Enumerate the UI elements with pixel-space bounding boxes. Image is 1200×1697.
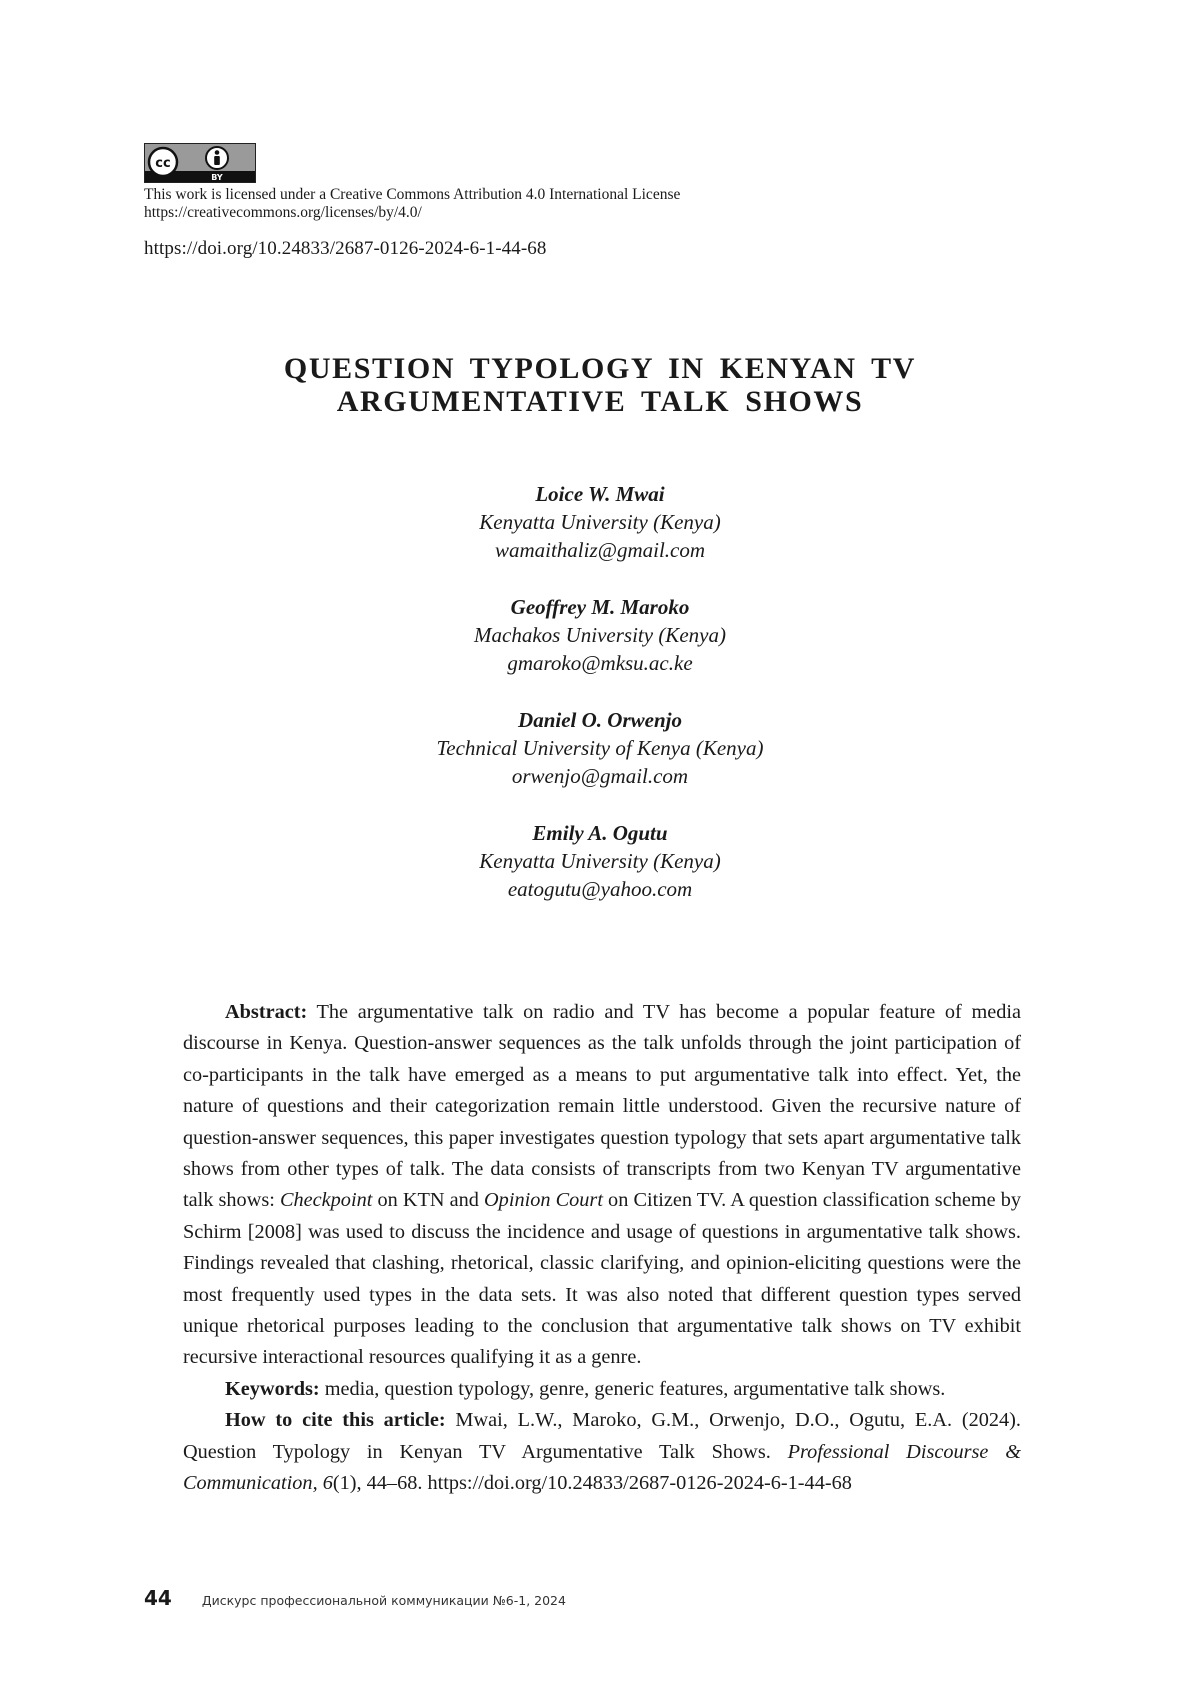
abstract-text-3: on Citizen TV. A question classification scheme by Schirm [2008] was used to discuss the incidence and usage of questions in argumentative talk shows. Findings revealed that clashing, rhetorical, classic clarifying, and opinion-eliciting questions were the most frequently used types in the data sets. It was also noted that different question types served unique rhetorical purposes leading to the conclusion that argumentative talk shows on TV exhibit recursive interactional resources qualifying it as a genre.: [183, 1189, 1022, 1369]
license-url[interactable]: https://creativecommons.org/licenses/by/4.0/: [144, 204, 422, 221]
author-affiliation: Technical University of Kenya (Kenya): [436, 736, 764, 760]
author-email[interactable]: orwenjo@gmail.com: [511, 764, 689, 788]
author-name: Loice W. Mwai: [535, 482, 665, 506]
keywords-text: media, question typology, genre, generic features, argumentative talk shows.: [319, 1377, 946, 1400]
abstract-text-1: The argumentative talk on radio and TV has become a popular feature of media discourse in Kenya. Question-answer sequences as the talk unfolds through the joint participation of co-participants in the talk have emerged as a means to put argumentative talk into effect. Yet, the nature of questions and their categorization remain little understood. Given the recursive nature of question-answer sequences, this paper investigates question typology that sets apart argumentative talk shows from other types of talk. The data consists of transcripts from two Kenyan TV argumentative talk shows:: [183, 1001, 1021, 1212]
page-number: 44: [144, 1586, 172, 1610]
citation-text-1: Mwai, L.W., Maroko, G.M., Orwenjo, D.O., Ogutu, E.A. (2024). Question Typology in Kenyan TV Argumentative Talk Shows.: [183, 1409, 1021, 1463]
abstract-section: [183, 997, 1021, 1500]
show-name-opinion-court: Opinion Court: [484, 1189, 603, 1212]
title-line-2: ARGUMENTATIVE TALK SHOWS: [336, 385, 864, 418]
author-block: [0, 480, 1200, 564]
journal-running-title: Дискурс профессиональной коммуникации №6-1, 2024: [201, 1593, 566, 1608]
author-block: [0, 819, 1200, 903]
license-text: This work is licensed under a Creative Commons Attribution 4.0 International License: [144, 186, 681, 203]
article-title: [0, 352, 1200, 418]
author-name: Emily A. Ogutu: [532, 821, 668, 845]
cc-badge-top-text: cc: [155, 156, 171, 171]
author-affiliation: Kenyatta University (Kenya): [479, 510, 721, 534]
citation-label: How to cite this article:: [225, 1409, 446, 1432]
author-name: Daniel O. Orwenjo: [518, 708, 682, 732]
keywords-label: Keywords:: [225, 1377, 320, 1400]
citation-journal: Professional Discourse & Communication, 6: [183, 1440, 1021, 1495]
page-footer: [144, 1586, 566, 1610]
citation-paragraph: [183, 1405, 1021, 1499]
author-affiliation: Machakos University (Kenya): [474, 623, 726, 647]
author-email[interactable]: eatogutu@yahoo.com: [507, 877, 693, 901]
author-email[interactable]: wamaithaliz@gmail.com: [494, 538, 706, 562]
author-email[interactable]: gmaroko@mksu.ac.ke: [507, 651, 693, 675]
title-line-1: QUESTION TYPOLOGY IN KENYAN TV: [283, 352, 917, 385]
author-affiliation: Kenyatta University (Kenya): [479, 849, 721, 873]
doi-link[interactable]: https://doi.org/10.24833/2687-0126-2024-6-1-44-68: [144, 238, 547, 259]
license-notice: [144, 186, 680, 222]
author-block: [0, 706, 1200, 790]
citation-text-2: (1), 44–68. https://doi.org/10.24833/2687-0126-2024-6-1-44-68: [332, 1472, 852, 1495]
abstract-text-2: on KTN and: [372, 1189, 485, 1212]
keywords-paragraph: [183, 1374, 1021, 1405]
cc-badge-bottom-text: BY: [211, 173, 223, 182]
cc-by-license-badge: [144, 143, 256, 183]
author-block: [0, 593, 1200, 677]
abstract-label: Abstract:: [225, 1001, 308, 1023]
show-name-checkpoint: Checkpoint: [279, 1189, 373, 1212]
author-list: [0, 480, 1200, 932]
author-name: Geoffrey M. Maroko: [510, 595, 690, 619]
abstract-paragraph: [183, 997, 1021, 1374]
